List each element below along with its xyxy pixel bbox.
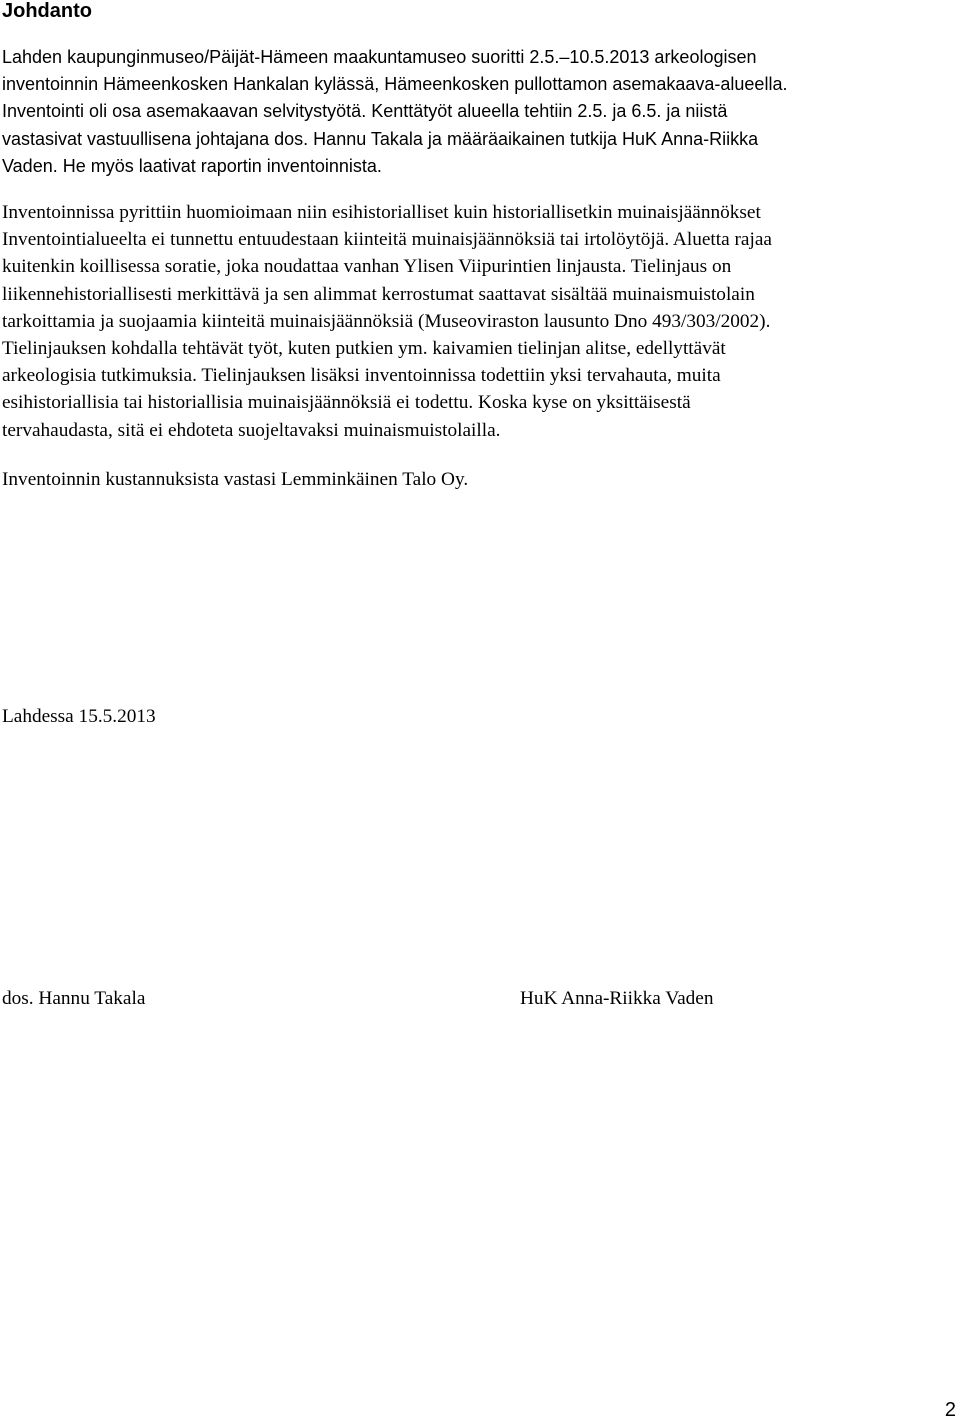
funding-line: Inventoinnin kustannuksista vastasi Lemminkäinen Talo Oy.: [2, 469, 469, 490]
intro-line: Inventointi oli osa asemakaavan selvitystyötä. Kenttätyöt alueella tehtiin 2.5. ja 6.5. ja niistä: [2, 101, 728, 122]
body-line: tarkoittamia ja suojaamia kiinteitä muinaisjäännöksiä (Museoviraston lausunto Dno 493/303/2002).: [2, 310, 771, 332]
body-line: Inventoinnissa pyrittiin huomioimaan niin esihistorialliset kuin historiallisetkin muinaisjäännökset: [2, 202, 761, 223]
signatory-1: dos. Hannu Takala: [2, 988, 146, 1009]
body-line: Inventointialueelta ei tunnettu entuudestaan kiinteitä muinaisjäännöksiä tai irtolöytöjä. Aluetta rajaa: [2, 229, 772, 251]
place-and-date: Lahdessa 15.5.2013: [2, 706, 156, 727]
body-paragraph: [2, 199, 958, 444]
body-line: liikennehistoriallisesti merkittävä ja sen alimmat kerrostumat saattavat sisältää muinaismuistolain: [2, 283, 755, 305]
body-line: Tielinjauksen kohdalla tehtävät työt, kuten putkien ym. kaivamien tielinjan alitse, edellyttävät: [2, 338, 726, 360]
page-number: 2: [944, 1399, 956, 1421]
signatory-2: HuK Anna-Riikka Vaden: [520, 988, 714, 1009]
body-line: tervahaudasta, sitä ei ehdoteta suojeltavaksi muinaismuistolailla.: [2, 419, 501, 441]
intro-line: Vaden. He myös laativat raportin inventoinnista.: [2, 155, 382, 176]
intro-line: vastasivat vastuullisena johtajana dos. Hannu Takala ja määräaikainen tutkija HuK Anna-Riikka: [2, 128, 759, 149]
intro-paragraph: [2, 44, 958, 180]
funding-paragraph: [2, 466, 958, 493]
body-line: kuitenkin koillisessa soratie, joka noudattaa vanhan Ylisen Viipurintien linjausta. Tielinjaus on: [2, 256, 732, 278]
section-heading: Johdanto: [2, 0, 92, 22]
intro-line: Lahden kaupunginmuseo/Päijät-Hämeen maakuntamuseo suoritti 2.5.–10.5.2013 arkeologisen: [2, 47, 757, 67]
body-line: arkeologisia tutkimuksia. Tielinjauksen lisäksi inventoinnissa todettiin yksi tervahauta, muita: [2, 365, 721, 387]
intro-line: inventoinnin Hämeenkosken Hankalan kylässä, Hämeenkosken pullottamon asemakaava-alueella.: [2, 74, 788, 95]
body-line: esihistoriallisia tai historiallisia muinaisjäännöksiä ei todettu. Koska kyse on yksittäisestä: [2, 392, 691, 414]
